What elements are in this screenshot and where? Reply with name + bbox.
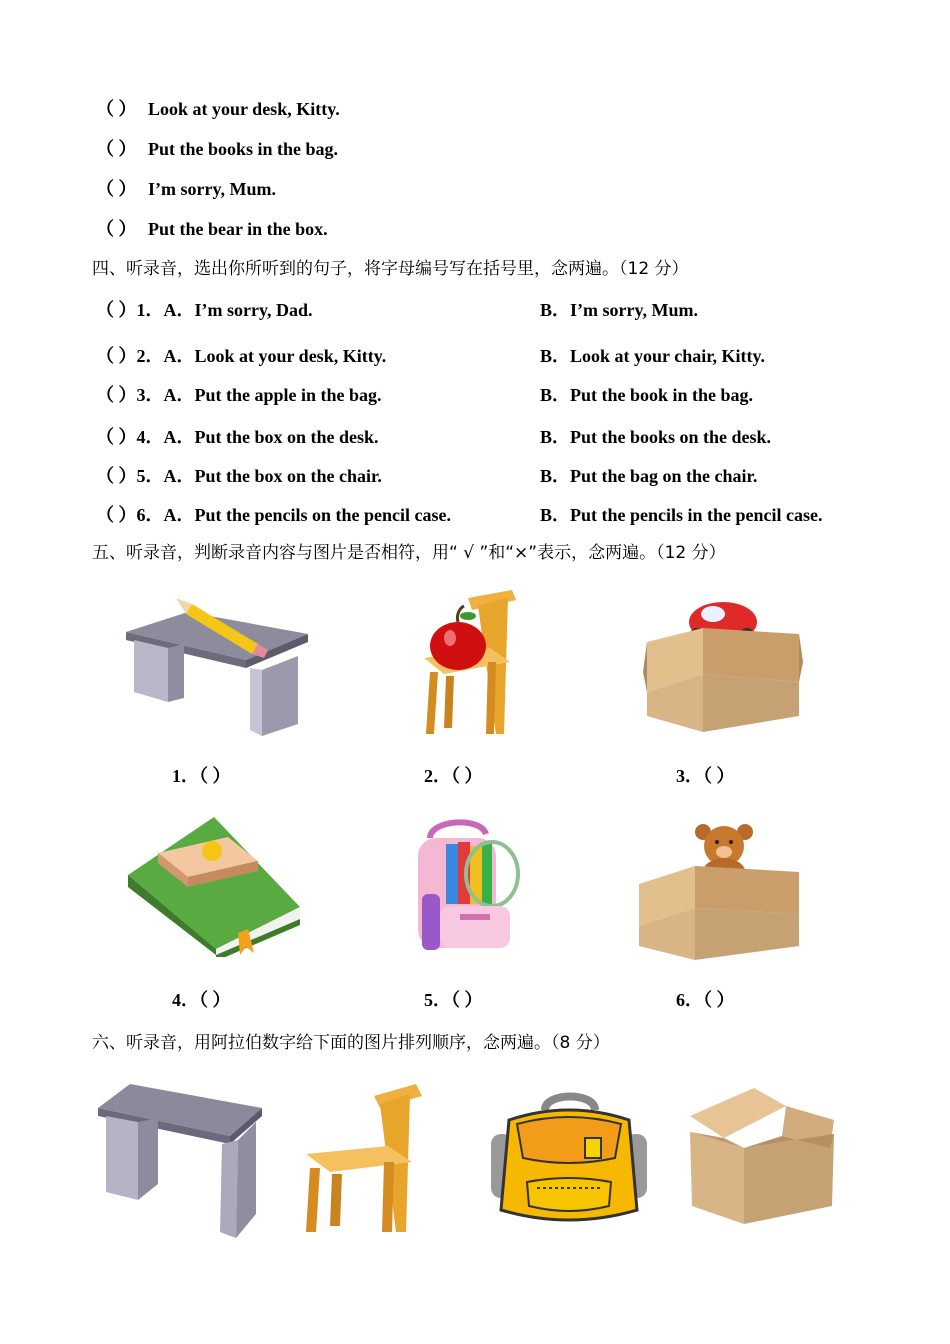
- part3-line-2: （ ） Put the books in the bag.: [96, 139, 339, 159]
- part5-label-2: 2．（ ）: [424, 766, 483, 786]
- part4-item-2: （ ）2．A．Look at your desk, Kitty. B．Look at your chair, Kitty.: [96, 346, 766, 366]
- part5-label-6: 6．（ ）: [676, 990, 735, 1010]
- part4-item-6-b: B．Put the pencils in the pencil case.: [540, 505, 823, 525]
- pencil-on-desk-image: [122, 598, 312, 738]
- part4-item-4: （ ）4．A．Put the box on the desk. B．Put the books on the desk.: [96, 427, 772, 447]
- part6-heading: 六、听录音，用阿拉伯数字给下面的图片排列顺序，念两遍。（8 分）: [92, 1033, 610, 1053]
- part4-item-3-b: B．Put the book in the bag.: [540, 385, 754, 405]
- schoolbag-image: [487, 1090, 651, 1230]
- part3-line-4: （ ） Put the bear in the box.: [96, 219, 328, 239]
- part4-item-4-b: B．Put the books on the desk.: [540, 427, 772, 447]
- part5-label-1: 1．（ ）: [172, 766, 231, 786]
- part3-line-3: （ ） I’m sorry, Mum.: [96, 179, 276, 199]
- part3-line-1: （ ） Look at your desk, Kitty.: [96, 99, 340, 119]
- part4-heading: 四、听录音，选出你所听到的句子，将字母编号写在括号里，念两遍。（12 分）: [92, 259, 689, 279]
- desk-image: [96, 1082, 264, 1238]
- part4-item-1: （ ）1．A．I’m sorry, Dad. B．I’m sorry, Mum.: [96, 300, 698, 320]
- teddy-bear-in-box-image: [635, 822, 803, 962]
- part4-item-2-b: B．Look at your chair, Kitty.: [540, 346, 766, 366]
- pencil-case-on-book-image: [124, 815, 304, 957]
- part5-label-5: 5．（ ）: [424, 990, 483, 1010]
- part5-label-4: 4．（ ）: [172, 990, 231, 1010]
- part5-heading: 五、听录音，判断录音内容与图片是否相符，用“ √ ”和“×”表示，念两遍。（12 分）: [92, 543, 726, 563]
- box-image: [684, 1086, 840, 1226]
- part4-item-1-b: B．I’m sorry, Mum.: [540, 300, 698, 320]
- books-in-schoolbag-image: [410, 814, 524, 956]
- part5-label-3: 3．（ ）: [676, 766, 735, 786]
- part4-item-6: （ ）6．A．Put the pencils on the pencil case. B．Put the pencils in the pencil case.: [96, 505, 823, 525]
- car-in-box-image: [643, 592, 803, 734]
- part4-item-5: （ ）5．A．Put the box on the chair. B．Put the bag on the chair.: [96, 466, 758, 486]
- part4-item-5-b: B．Put the bag on the chair.: [540, 466, 758, 486]
- part4-item-3: （ ）3．A．Put the apple in the bag. B．Put the book in the bag.: [96, 385, 754, 405]
- apple-on-chair-image: [412, 588, 524, 738]
- chair-image: [302, 1082, 430, 1236]
